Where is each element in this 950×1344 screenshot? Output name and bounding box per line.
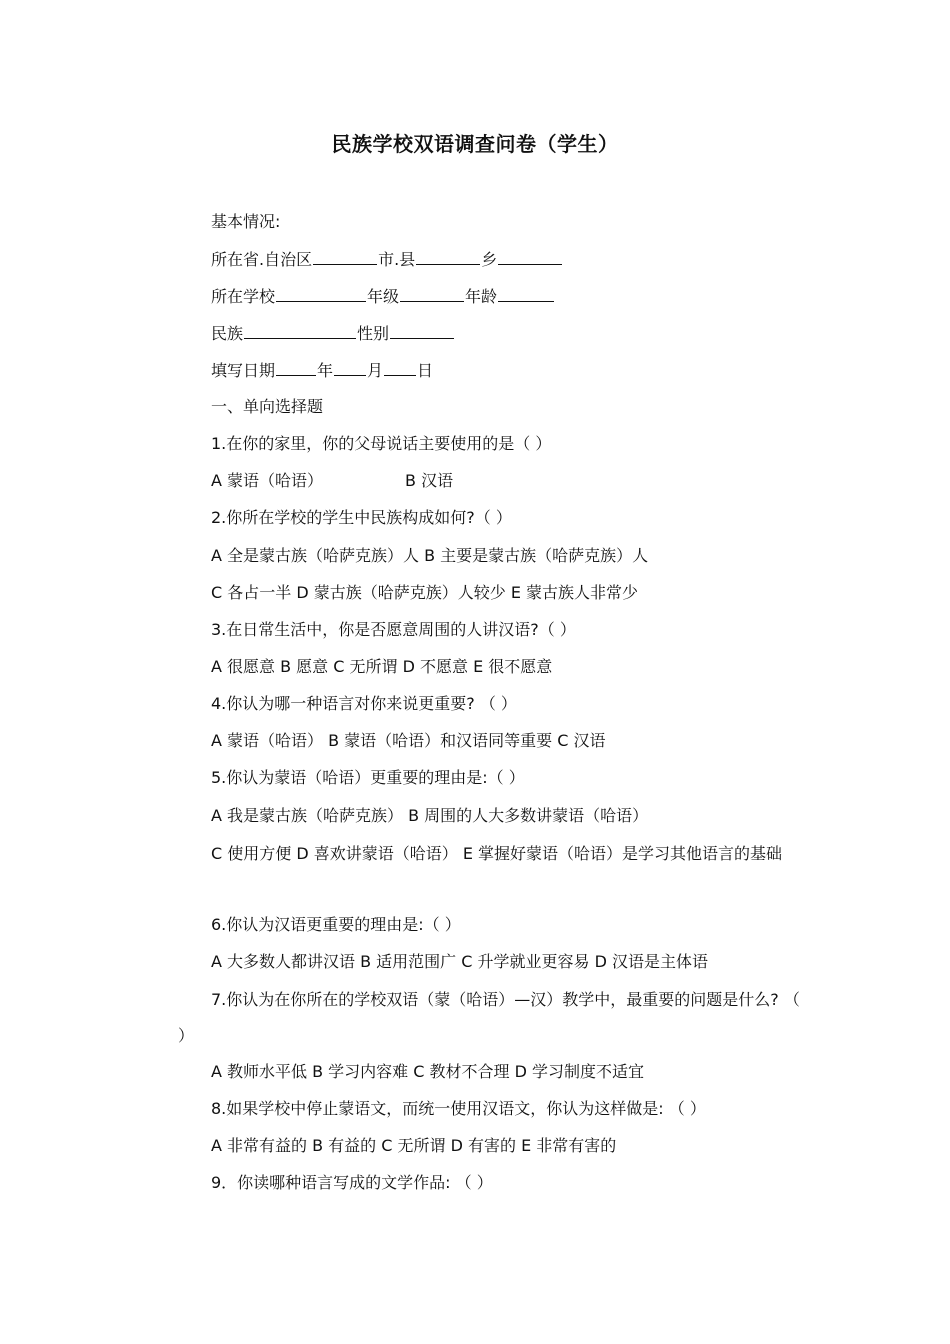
question-5: 5.你认为蒙语（哈语）更重要的理由是:（ ） bbox=[211, 768, 525, 787]
question-5-options-a: A 我是蒙古族（哈萨克族） B 周围的人大多数讲蒙语（哈语） bbox=[211, 806, 649, 825]
grade-blank bbox=[400, 285, 464, 302]
location-row bbox=[211, 248, 563, 271]
school-row bbox=[211, 285, 555, 308]
question-6-options: A 大多数人都讲汉语 B 适用范围广 C 升学就业更容易 D 汉语是主体语 bbox=[211, 952, 709, 971]
question-2-options-b: C 各占一半 D 蒙古族（哈萨克族）人较少 E 蒙古族人非常少 bbox=[211, 583, 639, 602]
township-label: 乡 bbox=[481, 250, 498, 269]
township-blank bbox=[498, 248, 562, 265]
question-5-options-b: C 使用方便 D 喜欢讲蒙语（哈语） E 掌握好蒙语（哈语）是学习其他语言的基础 bbox=[211, 844, 783, 863]
ethnicity-label: 民族 bbox=[211, 324, 244, 343]
day-blank bbox=[384, 359, 416, 376]
month-blank bbox=[334, 359, 366, 376]
question-7-options: A 教师水平低 B 学习内容难 C 教材不合理 D 学习制度不适宜 bbox=[211, 1062, 645, 1081]
province-label: 所在省.自治区 bbox=[211, 250, 313, 269]
age-blank bbox=[498, 285, 554, 302]
question-2-options-a: A 全是蒙古族（哈萨克族）人 B 主要是蒙古族（哈萨克族）人 bbox=[211, 546, 649, 565]
ethnicity-blank bbox=[244, 322, 356, 339]
age-label: 年龄 bbox=[465, 287, 498, 306]
date-row bbox=[211, 359, 433, 382]
school-blank bbox=[276, 285, 366, 302]
option-text: B 汉语 bbox=[405, 471, 454, 490]
day-label: 日 bbox=[417, 361, 434, 380]
gender-label: 性别 bbox=[357, 324, 390, 343]
school-label: 所在学校 bbox=[211, 287, 276, 306]
year-blank bbox=[276, 359, 316, 376]
question-2: 2.你所在学校的学生中民族构成如何?（ ） bbox=[211, 508, 512, 527]
question-3-options: A 很愿意 B 愿意 C 无所谓 D 不愿意 E 很不愿意 bbox=[211, 657, 553, 676]
question-7: 7.你认为在你所在的学校双语（蒙（哈语）—汉）教学中，最重要的问题是什么? （ ） bbox=[178, 990, 800, 1045]
grade-label: 年级 bbox=[367, 287, 400, 306]
question-1: 1.在你的家里，你的父母说话主要使用的是（ ） bbox=[211, 434, 552, 453]
gender-blank bbox=[390, 322, 454, 339]
city-label: 市.县 bbox=[378, 250, 416, 269]
basic-info-heading: 基本情况: bbox=[211, 212, 281, 231]
question-4-options: A 蒙语（哈语） B 蒙语（哈语）和汉语同等重要 C 汉语 bbox=[211, 731, 606, 750]
city-blank bbox=[416, 248, 480, 265]
page-title: 民族学校双语调查问卷（学生） bbox=[331, 132, 619, 156]
ethnicity-row bbox=[211, 322, 455, 345]
year-label: 年 bbox=[317, 361, 334, 380]
question-3: 3.在日常生活中，你是否愿意周围的人讲汉语?（ ） bbox=[211, 620, 576, 639]
month-label: 月 bbox=[367, 361, 384, 380]
question-6: 6.你认为汉语更重要的理由是:（ ） bbox=[211, 915, 461, 934]
question-4: 4.你认为哪一种语言对你来说更重要? （ ） bbox=[211, 694, 517, 713]
section-heading: 一、单向选择题 bbox=[211, 397, 324, 416]
question-8: 8.如果学校中停止蒙语文，而统一使用汉语文，你认为这样做是: （ ） bbox=[211, 1099, 706, 1118]
option-text: A 蒙语（哈语） bbox=[211, 471, 324, 490]
province-blank bbox=[313, 248, 377, 265]
question-1-options bbox=[211, 470, 453, 492]
date-label: 填写日期 bbox=[211, 361, 276, 380]
question-8-options: A 非常有益的 B 有益的 C 无所谓 D 有害的 E 非常有害的 bbox=[211, 1136, 617, 1155]
question-9: 9．你读哪种语言写成的文学作品: （ ） bbox=[211, 1173, 493, 1192]
